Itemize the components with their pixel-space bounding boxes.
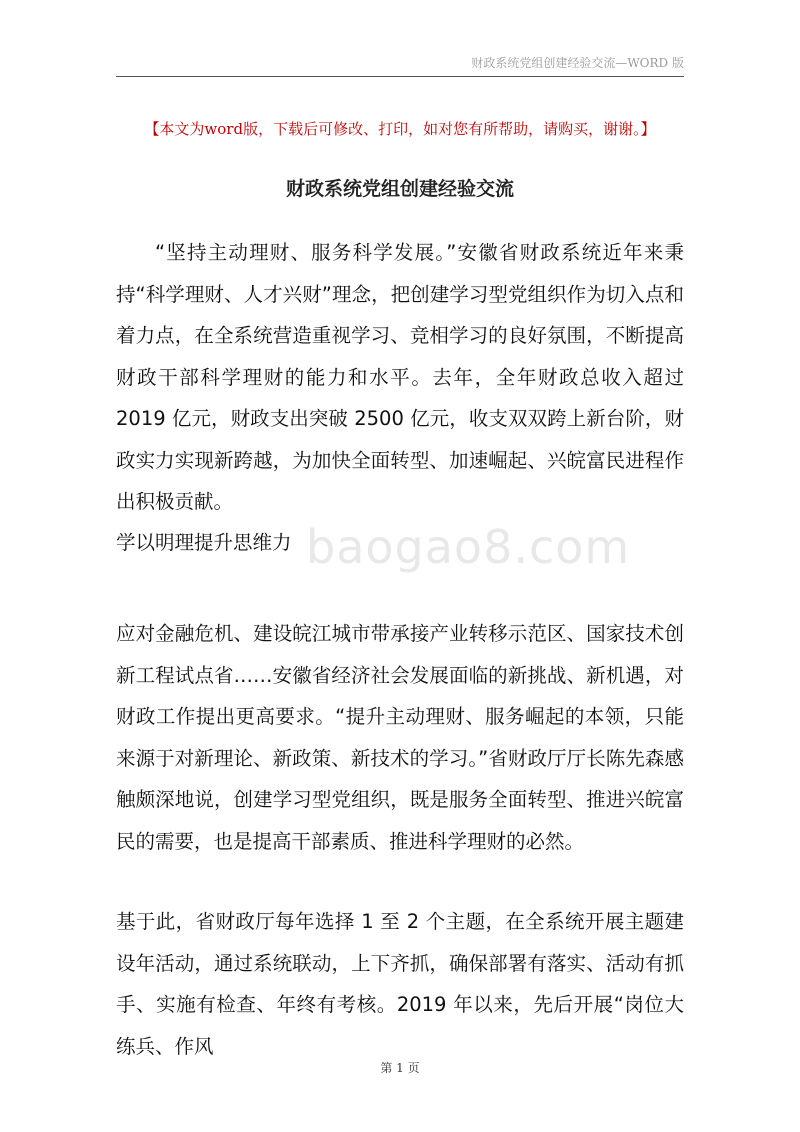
- running-header: 财政系统党组创建经验交流—WORD 版: [471, 56, 684, 70]
- paragraph-intro: “坚持主动理财、服务科学发展。”安徽省财政系统近年来秉持“科学理财、人才兴财”理念，把创建学习型党组织作为切入点和着力点，在全系统营造重视学习、竞相学习的良好氛围，不断提高财政干部科学理财的能力和水平。去年，全年财政总收入超过 2019 亿元，财政支出突破 2500 亿元，收支双双跨上新台阶，财政实力实现新跨越，为加快全面转型、加速崛起、兴皖富民进程作出积极贡献。: [116, 241, 684, 513]
- download-notice: 【本文为word版，下载后可修改、打印，如对您有所帮助，请购买，谢谢。】: [144, 120, 656, 138]
- page-number: 第 1 页: [380, 1061, 420, 1075]
- header-divider: [116, 76, 684, 77]
- watermark: baogao8.com: [306, 520, 631, 574]
- section-subheading: 学以明理提升思维力: [116, 531, 292, 554]
- document-title: 财政系统党组创建经验交流: [285, 178, 514, 200]
- paragraph-activities: 基于此，省财政厅每年选择 1 至 2 个主题，在全系统开展主题建设年活动，通过系统联动，上下齐抓，确保部署有落实、活动有抓手、实施有检查、年终有考核。2019 年以来，先后开展“岗位大练兵、作风: [116, 910, 684, 1058]
- paragraph-challenges: 应对金融危机、建设皖江城市带承接产业转移示范区、国家技术创新工程试点省……安徽省经济社会发展面临的新挑战、新机遇，对财政工作提出更高要求。“提升主动理财、服务崛起的本领，只能来源于对新理论、新政策、新技术的学习。”省财政厅厅长陈先森感触颇深地说，创建学习型党组织，既是服务全面转型、推进兴皖富民的需要，也是提高干部素质、推进科学理财的必然。: [116, 622, 684, 853]
